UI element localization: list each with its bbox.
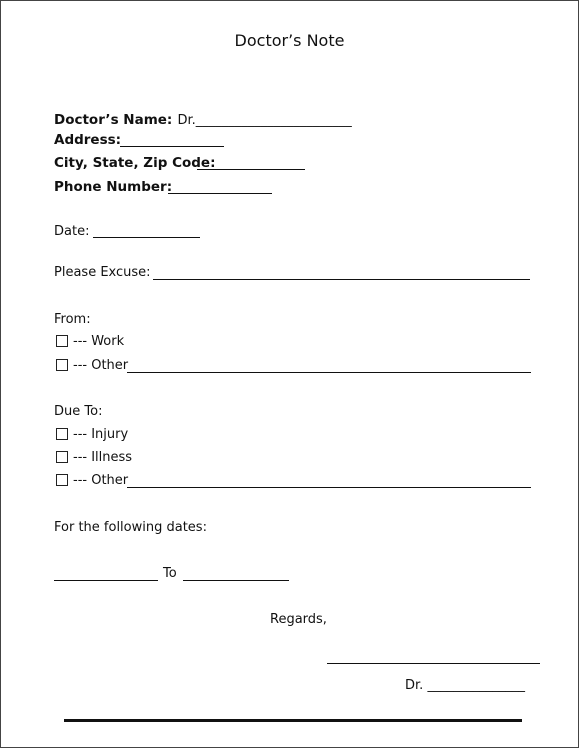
to-label: To [163, 566, 177, 581]
signature-line[interactable] [327, 663, 540, 664]
due-injury-checkbox[interactable] [56, 428, 68, 440]
due-injury-label: --- Injury [73, 427, 129, 442]
please-excuse-field[interactable] [153, 279, 530, 280]
end-date-field[interactable] [183, 580, 289, 581]
date-field[interactable] [93, 237, 200, 238]
page-title: Doctor’s Note [234, 31, 345, 50]
doctor-name-label: Doctor’s Name: [54, 112, 173, 128]
from-other-checkbox[interactable] [56, 359, 68, 371]
regards-label: Regards, [270, 612, 327, 627]
from-other-field[interactable] [127, 372, 531, 373]
doctor-name-blank[interactable]: ________________________ [195, 113, 352, 128]
start-date-field[interactable] [54, 580, 158, 581]
city-state-zip-field[interactable] [197, 169, 305, 170]
phone-number-field[interactable] [168, 193, 272, 194]
due-to-heading: Due To: [54, 404, 103, 419]
due-illness-checkbox[interactable] [56, 451, 68, 463]
city-state-zip-label: City, State, Zip Code: [54, 155, 216, 171]
due-other-label: --- Other [73, 473, 129, 488]
closing-dr-prefix: Dr. [405, 678, 424, 693]
from-work-label: --- Work [73, 334, 125, 349]
from-other-label: --- Other [73, 358, 129, 373]
please-excuse-label: Please Excuse: [54, 265, 151, 280]
phone-number-label: Phone Number: [54, 179, 173, 195]
bottom-rule [64, 719, 522, 722]
doctor-prefix: Dr. [177, 113, 196, 128]
due-illness-label: --- Illness [73, 450, 133, 465]
closing-dr-blank[interactable]: _______________ [427, 678, 525, 693]
address-field[interactable] [120, 146, 224, 147]
doctor-signature-name-row [405, 678, 525, 693]
doctor-name-row [54, 109, 352, 128]
due-other-checkbox[interactable] [56, 474, 68, 486]
due-other-field[interactable] [127, 487, 531, 488]
date-label: Date: [54, 224, 90, 239]
following-dates-label: For the following dates: [54, 520, 207, 535]
address-label: Address: [54, 132, 122, 148]
from-work-checkbox[interactable] [56, 335, 68, 347]
from-heading: From: [54, 312, 91, 327]
